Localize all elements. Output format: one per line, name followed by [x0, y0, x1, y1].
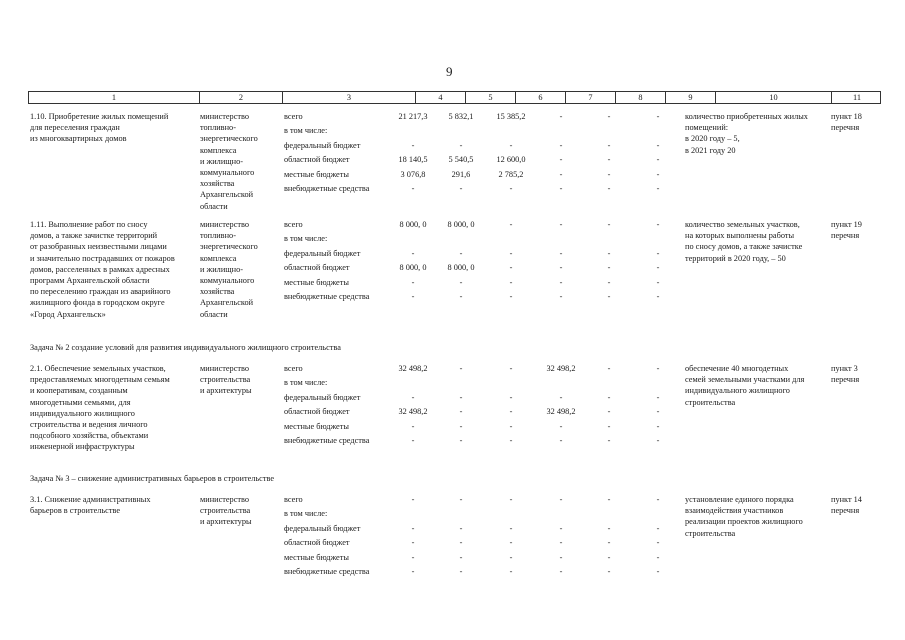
- activity-text-line: инженерной инфраструктуры: [30, 442, 135, 452]
- budget-value: -: [411, 421, 415, 431]
- budget-value: -: [607, 392, 611, 402]
- budget-value: -: [656, 248, 660, 258]
- budget-value: -: [459, 407, 463, 417]
- budget-value: -: [559, 567, 563, 576]
- activity-text-line: 3.1. Снижение административных: [30, 495, 151, 504]
- budget-value: -: [411, 140, 415, 150]
- activity-text-line: 2.1. Обеспечение земельных участков,: [30, 364, 166, 373]
- budget-value: -: [459, 184, 463, 193]
- result-text-line: помещений:: [685, 123, 729, 133]
- budget-value: 21 217,3: [398, 112, 428, 121]
- budget-value: 3 076,8: [400, 169, 426, 179]
- reference-text-line: перечня: [831, 231, 860, 241]
- budget-source-label: внебюджетные средства: [284, 292, 370, 301]
- budget-value: -: [559, 263, 563, 273]
- budget-value: 5 540,5: [448, 155, 474, 165]
- budget-source-label: федеральный бюджет: [284, 140, 361, 150]
- budget-value: -: [607, 407, 611, 417]
- budget-value: -: [607, 364, 611, 373]
- budget-value: -: [607, 169, 611, 179]
- budget-value: -: [559, 169, 563, 179]
- budget-source-label: местные бюджеты: [284, 421, 349, 431]
- budget-value: -: [607, 112, 611, 121]
- budget-value: -: [459, 538, 463, 548]
- budget-value: 8 000, 0: [447, 263, 475, 273]
- activity-text-line: 1.10. Приобретение жилых помещений: [30, 112, 169, 121]
- budget-value: -: [607, 263, 611, 273]
- col-header: 11: [831, 92, 882, 103]
- col-header: 8: [615, 92, 665, 103]
- budget-value: -: [607, 277, 611, 287]
- budget-value: -: [559, 392, 563, 402]
- budget-source-label: в том числе:: [284, 234, 328, 244]
- budget-value: -: [509, 552, 513, 562]
- budget-value: -: [411, 495, 415, 504]
- budget-source-label: федеральный бюджет: [284, 523, 361, 533]
- col-header: 9: [665, 92, 715, 103]
- budget-value: -: [607, 421, 611, 431]
- executor-text-line: коммунального: [200, 276, 255, 285]
- budget-value: -: [607, 292, 611, 301]
- budget-value: -: [656, 140, 660, 150]
- budget-value: -: [559, 552, 563, 562]
- budget-value: -: [607, 155, 611, 165]
- budget-value: -: [411, 567, 415, 576]
- activity-text-line: 1.11. Выполнение работ по сносу: [30, 220, 148, 229]
- executor-text-line: комплекса: [200, 145, 237, 155]
- activity-text-line: барьеров в строительстве: [30, 506, 121, 516]
- executor-text-line: министерство: [200, 495, 250, 504]
- budget-value: -: [607, 523, 611, 533]
- result-text-line: семей земельными участками для: [685, 375, 805, 385]
- budget-value: 8 000, 0: [447, 220, 475, 229]
- budget-value: -: [509, 392, 513, 402]
- budget-source-label: федеральный бюджет: [284, 392, 361, 402]
- activity-text-line: жилищного фонда в городском округе: [30, 298, 165, 308]
- budget-value: 8 000, 0: [399, 220, 427, 229]
- activity-text-line: «Город Архангельск»: [30, 309, 106, 319]
- budget-value: -: [411, 523, 415, 533]
- activity-text-line: индивидуального жилищного: [30, 408, 135, 418]
- budget-value: -: [411, 552, 415, 562]
- budget-value: -: [656, 263, 660, 273]
- result-text-line: в 2021 году 20: [685, 145, 736, 155]
- budget-value: -: [411, 292, 415, 301]
- executor-text-line: топливно-: [200, 123, 236, 133]
- executor-text-line: и жилищно-: [200, 156, 244, 166]
- executor-text-line: строительства: [200, 375, 251, 385]
- budget-source-label: всего: [284, 495, 303, 504]
- budget-value: 32 498,2: [398, 364, 428, 373]
- budget-value: -: [656, 436, 660, 445]
- col-header: 6: [515, 92, 565, 103]
- budget-value: -: [459, 277, 463, 287]
- budget-value: -: [656, 292, 660, 301]
- budget-value: -: [509, 538, 513, 548]
- budget-value: -: [559, 495, 563, 504]
- budget-value: -: [559, 292, 563, 301]
- reference-text-line: пункт 3: [831, 364, 858, 373]
- result-text-line: обеспечение 40 многодетных: [685, 364, 789, 373]
- budget-value: -: [411, 538, 415, 548]
- budget-value: -: [559, 220, 563, 229]
- budget-value: -: [656, 277, 660, 287]
- budget-value: -: [607, 495, 611, 504]
- executor-text-line: комплекса: [200, 253, 237, 263]
- budget-value: -: [509, 220, 513, 229]
- executor-text-line: и жилищно-: [200, 264, 244, 274]
- budget-value: -: [607, 220, 611, 229]
- col-header: 2: [199, 92, 282, 103]
- col-header: 5: [465, 92, 515, 103]
- budget-value: -: [411, 184, 415, 193]
- budget-value: -: [559, 155, 563, 165]
- result-text-line: на которых выполнены работы: [685, 231, 795, 241]
- result-text-line: реализации проектов жилищного: [685, 517, 803, 527]
- budget-value: -: [656, 567, 660, 576]
- budget-value: -: [656, 392, 660, 402]
- budget-value: -: [656, 112, 660, 121]
- budget-source-label: местные бюджеты: [284, 552, 349, 562]
- budget-value: -: [459, 567, 463, 576]
- executor-text-line: Архангельской: [200, 190, 254, 200]
- budget-value: -: [607, 436, 611, 445]
- col-header: 7: [565, 92, 615, 103]
- budget-value: -: [459, 392, 463, 402]
- budget-value: -: [459, 421, 463, 431]
- budget-value: -: [509, 364, 513, 373]
- budget-value: -: [656, 552, 660, 562]
- budget-source-label: областной бюджет: [284, 538, 350, 548]
- budget-value: -: [656, 155, 660, 165]
- budget-value: -: [656, 407, 660, 417]
- budget-value: -: [656, 538, 660, 548]
- result-text-line: по сносу домов, а также зачистке: [685, 242, 803, 252]
- budget-value: -: [459, 248, 463, 258]
- activity-text-line: предоставляемых многодетным семьям: [30, 375, 170, 385]
- budget-value: -: [509, 263, 513, 273]
- activity-text-line: и кооперативам, созданным: [30, 386, 128, 396]
- reference-text-line: пункт 19: [831, 220, 862, 229]
- executor-text-line: министерство: [200, 364, 250, 373]
- budget-source-label: в том числе:: [284, 126, 328, 136]
- budget-value: -: [559, 436, 563, 445]
- budget-value: -: [459, 292, 463, 301]
- budget-value: -: [411, 277, 415, 287]
- executor-text-line: хозяйства: [200, 179, 235, 189]
- budget-value: -: [656, 169, 660, 179]
- budget-value: -: [459, 140, 463, 150]
- budget-value: -: [509, 523, 513, 533]
- activity-text-line: по переселению граждан из аварийного: [30, 287, 171, 297]
- budget-value: -: [559, 421, 563, 431]
- col-header: 4: [415, 92, 465, 103]
- budget-value: -: [607, 184, 611, 193]
- result-text-line: в 2020 году – 5,: [685, 134, 740, 144]
- result-text-line: количество приобретенных жилых: [685, 112, 808, 121]
- budget-value: -: [656, 184, 660, 193]
- budget-source-label: федеральный бюджет: [284, 248, 361, 258]
- budget-value: -: [459, 552, 463, 562]
- budget-source-label: внебюджетные средства: [284, 436, 370, 445]
- budget-value: -: [656, 523, 660, 533]
- result-text-line: количество земельных участков,: [685, 220, 800, 229]
- budget-value: -: [459, 436, 463, 445]
- executor-text-line: Архангельской: [200, 298, 254, 308]
- budget-value: -: [607, 567, 611, 576]
- result-text-line: взаимодействия участников: [685, 506, 784, 516]
- executor-text-line: строительства: [200, 506, 251, 516]
- budget-value: 2 785,2: [498, 169, 524, 179]
- budget-value: 8 000, 0: [399, 263, 427, 273]
- budget-source-label: областной бюджет: [284, 155, 350, 165]
- budget-value: -: [656, 495, 660, 504]
- activity-text-line: подсобного хозяйства, объектами: [30, 431, 149, 441]
- activity-text-line: для переселения граждан: [30, 123, 120, 133]
- result-text-line: территорий в 2020 году, – 50: [685, 253, 786, 263]
- col-header: 1: [111, 93, 117, 102]
- budget-value: -: [411, 436, 415, 445]
- budget-value: 291,6: [451, 169, 471, 179]
- budget-source-label: всего: [284, 220, 303, 229]
- task-heading: Задача № 3 – снижение административных барьеров в строительстве: [30, 474, 275, 483]
- budget-value: -: [656, 220, 660, 229]
- executor-text-line: хозяйства: [200, 287, 235, 297]
- col-header: 3: [282, 92, 415, 103]
- budget-value: -: [607, 248, 611, 258]
- budget-source-label: местные бюджеты: [284, 169, 349, 179]
- budget-value: -: [459, 364, 463, 373]
- executor-text-line: и архитектуры: [200, 386, 252, 396]
- budget-value: -: [607, 552, 611, 562]
- reference-text-line: перечня: [831, 506, 860, 516]
- budget-value: 32 498,2: [546, 364, 576, 373]
- result-text-line: строительства: [685, 528, 736, 538]
- budget-source-label: в том числе:: [284, 378, 328, 388]
- budget-value: 12 600,0: [496, 155, 526, 165]
- budget-value: -: [459, 495, 463, 504]
- activity-text-line: и значительно пострадавших от пожаров: [30, 253, 175, 263]
- budget-value: -: [509, 495, 513, 504]
- budget-source-label: внебюджетные средства: [284, 184, 370, 193]
- budget-source-label: всего: [284, 364, 303, 373]
- budget-value: -: [509, 436, 513, 445]
- budget-value: 32 498,2: [546, 407, 576, 417]
- budget-value: -: [656, 421, 660, 431]
- budget-source-label: внебюджетные средства: [284, 567, 370, 576]
- activity-text-line: домов, расселенных в рамках адресных: [30, 264, 170, 274]
- executor-text-line: энергетического: [200, 242, 258, 252]
- task-heading: Задача № 2 создание условий для развития индивидуального жилищного строительства: [30, 343, 341, 352]
- reference-text-line: пункт 14: [831, 495, 862, 504]
- budget-source-label: областной бюджет: [284, 407, 350, 417]
- budget-value: -: [411, 392, 415, 402]
- result-text-line: индивидуального жилищного: [685, 386, 790, 396]
- reference-text-line: пункт 18: [831, 112, 862, 121]
- budget-source-label: в том числе:: [284, 509, 328, 519]
- budget-value: -: [509, 248, 513, 258]
- budget-value: -: [509, 184, 513, 193]
- budget-value: -: [559, 184, 563, 193]
- budget-value: -: [559, 112, 563, 121]
- activity-text-line: домов, а также зачистке территорий: [30, 231, 158, 241]
- budget-value: -: [559, 277, 563, 287]
- activity-text-line: от разобранных неизвестными лицами: [30, 242, 167, 252]
- executor-text-line: министерство: [200, 220, 250, 229]
- budget-source-label: всего: [284, 112, 303, 121]
- budget-value: -: [559, 523, 563, 533]
- budget-value: -: [459, 523, 463, 533]
- result-text-line: установление единого порядка: [685, 495, 794, 504]
- executor-text-line: области: [200, 201, 228, 211]
- budget-source-label: местные бюджеты: [284, 277, 349, 287]
- budget-value: 5 832,1: [448, 112, 474, 121]
- budget-value: -: [509, 292, 513, 301]
- executor-text-line: коммунального: [200, 168, 255, 177]
- result-text-line: строительства: [685, 397, 736, 407]
- budget-value: -: [509, 407, 513, 417]
- budget-value: -: [559, 248, 563, 258]
- budget-value: -: [607, 538, 611, 548]
- executor-text-line: министерство: [200, 112, 250, 121]
- budget-value: -: [509, 140, 513, 150]
- budget-value: -: [411, 248, 415, 258]
- activity-text-line: программ Архангельской области: [30, 276, 150, 285]
- budget-value: 32 498,2: [398, 407, 428, 417]
- activity-text-line: строительства и ведения личного: [30, 420, 148, 429]
- budget-value: -: [559, 140, 563, 150]
- budget-value: 15 385,2: [496, 112, 526, 121]
- activity-text-line: из многоквартирных домов: [30, 134, 127, 144]
- budget-source-label: областной бюджет: [284, 263, 350, 273]
- budget-value: -: [607, 140, 611, 150]
- executor-text-line: энергетического: [200, 134, 258, 144]
- executor-text-line: и архитектуры: [200, 517, 252, 527]
- budget-value: -: [656, 364, 660, 373]
- page-number: 9: [446, 64, 453, 79]
- executor-text-line: топливно-: [200, 231, 236, 241]
- activity-text-line: многодетными семьями, для: [30, 397, 131, 407]
- table-header: [28, 91, 881, 104]
- reference-text-line: перечня: [831, 375, 860, 385]
- reference-text-line: перечня: [831, 123, 860, 133]
- executor-text-line: области: [200, 309, 228, 319]
- budget-value: 18 140,5: [398, 155, 428, 165]
- col-header: 10: [715, 92, 831, 103]
- budget-value: -: [509, 567, 513, 576]
- budget-value: -: [509, 421, 513, 431]
- budget-value: -: [559, 538, 563, 548]
- budget-value: -: [509, 277, 513, 287]
